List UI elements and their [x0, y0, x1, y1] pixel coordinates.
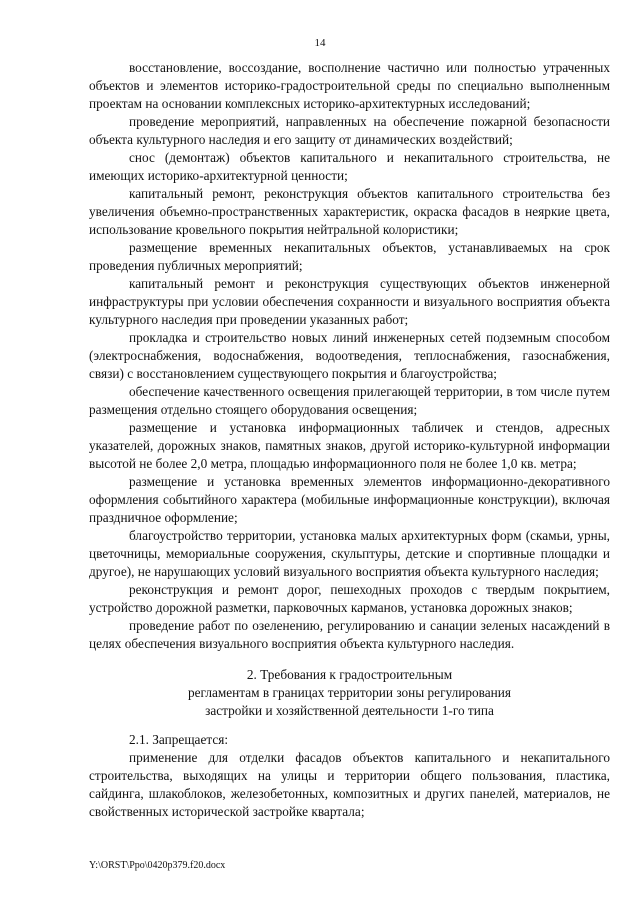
- paragraph: капитальный ремонт, реконструкция объектов капитального строительства без увеличения объемно-пространственных характеристик, окраска фасадов в неяркие цвета, использование кровельного покрытия нейтральной колористики;: [89, 186, 610, 237]
- section-heading: [89, 666, 610, 720]
- paragraph: реконструкция и ремонт дорог, пешеходных проходов с твердым покрытием, устройство дорожной разметки, парковочных карманов, установка дорожных знаков;: [89, 582, 610, 615]
- paragraph: размещение и установка информационных табличек и стендов, адресных указателей, дорожных знаков, памятных знаков, другой историко-культурной информации высотой не более 2,0 метра, площадью информационного поля не более 1,0 кв. метра;: [89, 420, 610, 471]
- subsection-heading: 2.1. Запрещается:: [129, 732, 229, 747]
- paragraph: прокладка и строительство новых линий инженерных сетей подземным способом (электроснабжения, водоснабжения, водоотведения, теплоснабжения, газоснабжения, связи) с восстановлением существующего покрытия и благоустройства;: [89, 330, 610, 381]
- paragraph: размещение временных некапитальных объектов, устанавливаемых на срок проведения публичных мероприятий;: [89, 240, 610, 273]
- footer-file-path: Y:\ORST\Ppo\0420p379.f20.docx: [89, 860, 226, 871]
- paragraph: снос (демонтаж) объектов капитального и некапитального строительства, не имеющих историко-архитектурной ценности;: [89, 150, 610, 183]
- paragraph: проведение работ по озеленению, регулированию и санации зеленых насаждений в целях обеспечения визуального восприятия объекта культурного наследия.: [89, 618, 610, 651]
- page-number: 14: [314, 37, 326, 49]
- section-heading-line: застройки и хозяйственной деятельности 1-го типа: [205, 703, 494, 718]
- paragraph: капитальный ремонт и реконструкция существующих объектов инженерной инфраструктуры при условии обеспечения сохранности и визуального восприятия объекта культурного наследия при проведении указанных работ;: [89, 276, 610, 327]
- section-heading-line: регламентам в границах территории зоны регулирования: [187, 685, 512, 700]
- paragraph: обеспечение качественного освещения прилегающей территории, в том числе путем размещения отдельно стоящего оборудования освещения;: [89, 384, 610, 417]
- paragraph: благоустройство территории, установка малых архитектурных форм (скамьи, урны, цветочницы, мемориальные сооружения, скульптуры, детские и спортивные площадки и другое), не нарушающих условий визуального восприятия объекта культурного наследия;: [89, 528, 610, 579]
- paragraph: применение для отделки фасадов объектов капитального и некапитального строительства, выходящих на улицы и территории общего пользования, пластика, сайдинга, шлакоблоков, железобетонных, композитных и других панелей, материалов, не свойственных исторической застройке квартала;: [89, 750, 610, 819]
- paragraph: восстановление, воссоздание, восполнение частично или полностью утраченных объектов и элементов историко-градостроительной среды по специально выполненным проектам на основании комплексных историко-архитектурных исследований;: [89, 60, 610, 111]
- paragraph: проведение мероприятий, направленных на обеспечение пожарной безопасности объекта культурного наследия и его защиту от динамических воздействий;: [89, 114, 610, 147]
- section-heading-line: 2. Требования к градостроительным: [246, 667, 453, 682]
- document-body: [89, 59, 610, 821]
- paragraph: размещение и установка временных элементов информационно-декоративного оформления событийного характера (мобильные информационные конструкции), включая праздничное оформление;: [89, 474, 610, 525]
